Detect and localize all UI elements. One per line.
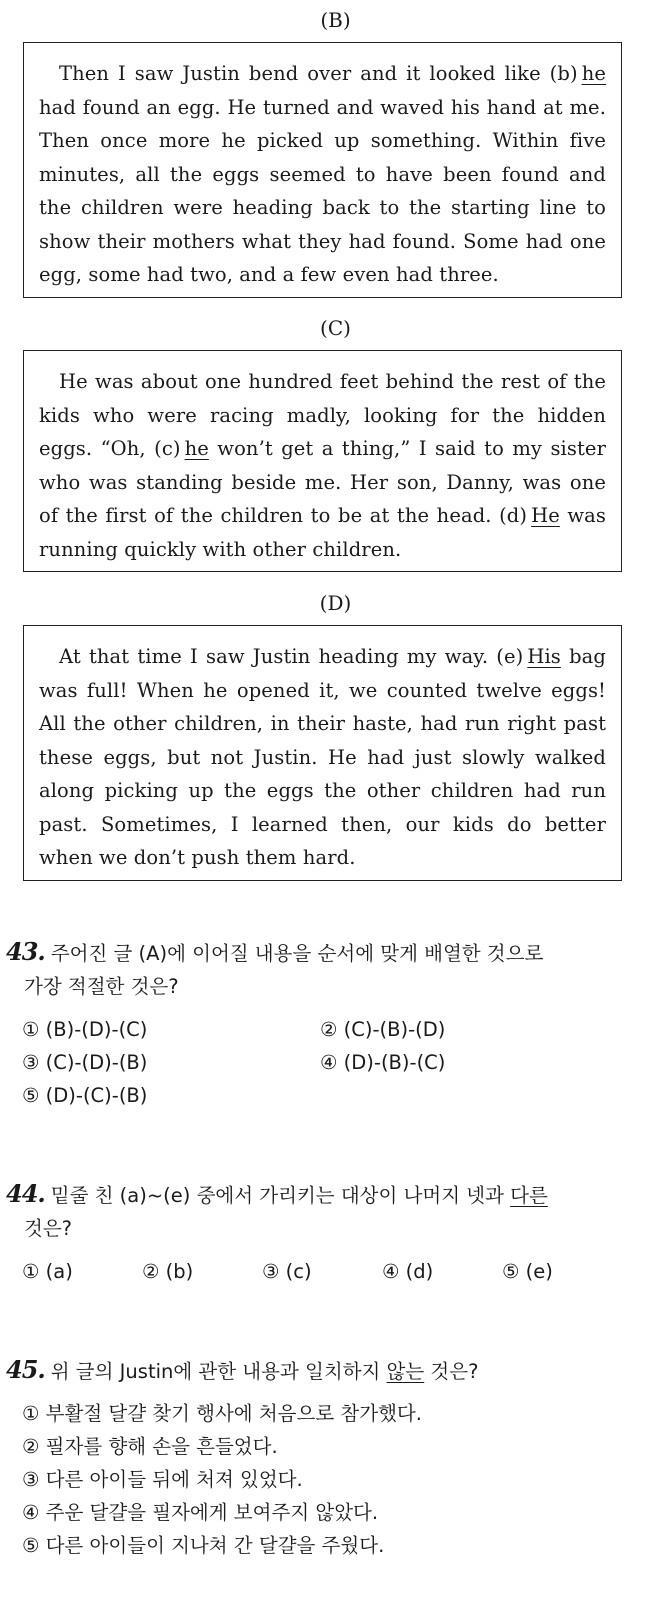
underline-d: He [531, 504, 560, 527]
passage-b-pre: Then I saw Justin bend over and it looked like (b) [59, 62, 582, 85]
passage-c-text [39, 365, 606, 566]
question-44-line1 [6, 1177, 636, 1212]
question-44 [6, 1177, 636, 1245]
question-45 [6, 1353, 636, 1388]
question-44-number: 44. [6, 1179, 45, 1208]
q45-option-2[interactable]: ② 필자를 향해 손을 흔들었다. [22, 1435, 278, 1458]
question-43-line1 [6, 935, 636, 970]
q45-option-5[interactable]: ⑤ 다른 아이들이 지나쳐 간 달걀을 주웠다. [22, 1534, 385, 1557]
question-44-underline: 다른 [510, 1184, 548, 1207]
question-44-text: 밑줄 친 (a)~(e) 중에서 가리키는 대상이 나머지 넷과 [50, 1184, 511, 1207]
passage-d-pre: At that time I saw Justin heading my way. (e) [59, 645, 528, 668]
q45-option-1[interactable]: ① 부활절 달걀 찾기 행사에 처음으로 참가했다. [22, 1402, 422, 1425]
passage-d-text [39, 640, 606, 875]
question-45-options [22, 1397, 642, 1567]
q43-option-2[interactable]: ② (C)-(B)-(D) [320, 1018, 446, 1041]
passage-d-post: bag was full! When he opened it, we counted twelve eggs! All the other children, in their haste, had run right past these eggs, but not Justin. He had just slowly walked along picking up the eggs the other children had run past. Sometimes, I learned then, our kids do better when we don’t push them hard. [39, 645, 606, 869]
q44-option-4[interactable]: ④ (d) [382, 1260, 434, 1283]
question-45-text: 위 글의 Justin에 관한 내용과 일치하지 [50, 1360, 387, 1383]
q44-option-2[interactable]: ② (b) [142, 1260, 194, 1283]
q43-option-3[interactable]: ③ (C)-(D)-(B) [22, 1051, 148, 1074]
section-b-heading: (B) [320, 8, 351, 32]
section-d-heading: (D) [319, 591, 352, 615]
q45-option-3[interactable]: ③ 다른 아이들 뒤에 처져 있었다. [22, 1468, 303, 1491]
q44-option-5[interactable]: ⑤ (e) [502, 1260, 553, 1283]
question-43-number: 43. [6, 937, 45, 966]
question-45-underline: 않는 [386, 1360, 425, 1383]
q43-option-1[interactable]: ① (B)-(D)-(C) [22, 1018, 148, 1041]
passage-c-mid: won’t get a thing,” I said to my sister who was standing beside me. Her son, Danny, was one of the first of the children to be at the head. (d) [39, 437, 606, 527]
q45-option-4[interactable]: ④ 주운 달걀을 필자에게 보여주지 않았다. [22, 1501, 379, 1524]
underline-b: he [581, 62, 606, 85]
question-45-text-end: 것은? [424, 1360, 479, 1383]
passage-b-box [23, 42, 622, 298]
underline-e: His [527, 645, 561, 668]
question-44-options [22, 1255, 642, 1289]
question-43 [6, 935, 636, 1003]
question-44-line2: 것은? [24, 1217, 73, 1240]
q44-option-3[interactable]: ③ (c) [262, 1260, 312, 1283]
q44-option-1[interactable]: ① (a) [22, 1260, 73, 1283]
q43-option-4[interactable]: ④ (D)-(B)-(C) [320, 1051, 446, 1074]
question-43-text: 주어진 글 (A)에 이어질 내용을 순서에 맞게 배열한 것으로 [50, 942, 544, 965]
passage-b-text [39, 57, 606, 292]
passage-d-box [23, 625, 622, 881]
question-45-line1 [6, 1353, 636, 1388]
question-45-number: 45. [6, 1355, 45, 1384]
passage-b-post: had found an egg. He turned and waved his hand at me. Then once more he picked up something. Within five minutes, all the eggs seemed to have been found and the children were heading back to the starting line to show their mothers what they had found. Some had one egg, some had two, and a few even had three. [39, 95, 606, 286]
q43-option-5[interactable]: ⑤ (D)-(C)-(B) [22, 1084, 148, 1107]
passage-c-box [23, 350, 622, 572]
section-c-heading: (C) [320, 316, 351, 340]
question-43-line2: 가장 적절한 것은? [24, 975, 179, 998]
passage-c-post: was running quickly with other children. [39, 504, 606, 561]
underline-c: he [184, 437, 209, 460]
question-43-options [22, 1013, 642, 1113]
passage-c-pre: He was about one hundred feet behind the rest of the kids who were racing madly, looking for the hidden eggs. “Oh, (c) [39, 370, 606, 460]
